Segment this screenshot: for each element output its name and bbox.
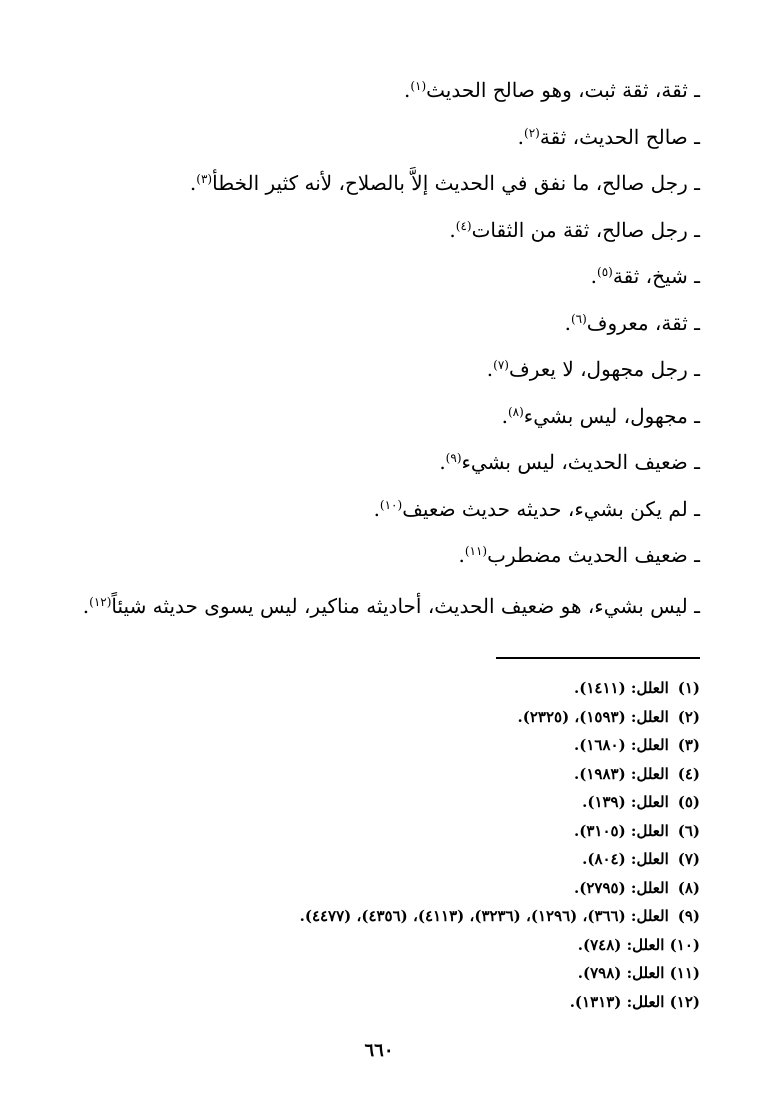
entry-text: ـ صالح الحديث، ثقة xyxy=(539,124,700,149)
footnote-text: العلل: (١٥٩٣)، (٢٣٢٥). xyxy=(517,707,669,726)
entry-text: ـ لم يكن بشيء، حديثه حديث ضعيف xyxy=(402,496,700,521)
footnote-text: العلل: (٣٦٦)، (١٢٩٦)، (٣٢٣٦)، (٤١١٣)، (٤٣٥٦)، (٤٤٧٧). xyxy=(299,907,669,925)
footnote-ref[interactable]: (٦) xyxy=(570,311,587,326)
footnote-ref[interactable]: (١) xyxy=(410,79,427,93)
footnote xyxy=(58,817,700,846)
footnote-number: (٦) xyxy=(677,821,700,840)
list-item xyxy=(58,543,700,567)
footnote xyxy=(58,874,700,903)
page-number: ٦٦٠ xyxy=(364,1040,394,1061)
footnote-text: العلل: (١٣١٣). xyxy=(569,992,665,1011)
entry-text: ـ ثقة، معروف xyxy=(586,310,700,335)
footnote-number: (٨) xyxy=(677,878,700,897)
footnote-number: (٩) xyxy=(677,907,700,925)
entry-text: ـ ليس بشيء، هو ضعيف الحديث، أحاديثه مناكير، ليس يسوى حديثه شيئاً xyxy=(111,593,700,618)
list-item xyxy=(58,171,700,195)
entry-text: ـ رجل مجهول، لا يعرف xyxy=(508,357,700,381)
footnote-text: العلل: (٨٠٤). xyxy=(582,850,669,868)
entry-text: ـ ضعيف الحديث مضطرب xyxy=(487,543,700,567)
footnote-number: (٤) xyxy=(677,764,700,783)
footnote-number: (١١) xyxy=(669,964,700,982)
list-item xyxy=(58,311,700,335)
footnote-ref[interactable]: (٣) xyxy=(196,172,213,186)
entry-end: . xyxy=(449,217,456,242)
footnote-text: العلل: (٧٩٨). xyxy=(577,964,665,982)
entry-end: . xyxy=(590,264,598,288)
footnote-text: العلل: (٧٤٨). xyxy=(577,935,665,954)
footnote-number: (٥) xyxy=(677,793,700,811)
footnote-text: العلل: (١٤١١). xyxy=(574,679,669,697)
footnote xyxy=(58,988,700,1017)
entry-text: ـ ثقة، ثقة ثبت، وهو صالح الحديث xyxy=(426,78,700,102)
entry-end: . xyxy=(564,310,571,335)
list-item xyxy=(58,125,700,149)
footnote-ref[interactable]: (٧) xyxy=(493,358,509,372)
list-item xyxy=(58,590,700,622)
entry-text: ـ شيخ، ثقة xyxy=(612,264,700,288)
entry-end: . xyxy=(82,593,90,618)
main-text xyxy=(58,78,700,644)
footnote-ref[interactable]: (٤) xyxy=(455,218,472,233)
footnote xyxy=(58,703,700,732)
list-item xyxy=(58,78,700,102)
list-item xyxy=(58,450,700,474)
footnote-ref[interactable]: (١٠) xyxy=(379,497,403,512)
entry-end: . xyxy=(501,403,508,428)
entry-end: . xyxy=(189,171,197,195)
footnote-number: (٣) xyxy=(677,736,700,754)
entry-text: ـ مجهول، ليس بشيء xyxy=(523,403,700,428)
footnote xyxy=(58,931,700,960)
footnote xyxy=(58,845,700,874)
footnote-ref[interactable]: (١١) xyxy=(464,544,488,558)
footnote xyxy=(58,902,700,931)
footnote xyxy=(58,760,700,789)
footnote-number: (١٢) xyxy=(669,992,700,1011)
entry-end: . xyxy=(486,357,494,381)
list-item xyxy=(58,264,700,288)
entry-text: ـ رجل صالح، ما نفق في الحديث إلاَّ بالصلاح، لأنه كثير الخطأ xyxy=(212,171,700,195)
footnote-ref[interactable]: (١٢) xyxy=(89,594,112,609)
list-item xyxy=(58,357,700,381)
footnote xyxy=(58,788,700,817)
footnotes xyxy=(58,674,700,1016)
entry-end: . xyxy=(403,78,411,102)
list-item xyxy=(58,404,700,428)
footnote xyxy=(58,731,700,760)
footnote-number: (١) xyxy=(677,679,700,697)
footnote-number: (١٠) xyxy=(669,935,700,954)
footnote-separator xyxy=(496,657,700,659)
footnote-text: العلل: (٢٧٩٥). xyxy=(574,878,669,897)
footnote-number: (٢) xyxy=(677,707,700,726)
footnote-text: العلل: (١٩٨٣). xyxy=(574,764,669,783)
entry-end: . xyxy=(458,543,465,567)
footnote-ref[interactable]: (٨) xyxy=(507,404,524,419)
footnote-ref[interactable]: (٥) xyxy=(597,265,613,279)
list-item xyxy=(58,497,700,521)
footnote xyxy=(58,959,700,988)
entry-end: . xyxy=(517,124,525,149)
footnote-text: العلل: (١٣٩). xyxy=(582,793,669,811)
footnote-text: العلل: (٣١٠٥). xyxy=(574,821,669,840)
footnote-ref[interactable]: (٢) xyxy=(524,125,540,140)
list-item xyxy=(58,218,700,242)
footnote xyxy=(58,674,700,703)
footnote-number: (٧) xyxy=(677,850,700,868)
entry-text: ـ رجل صالح، ثقة من الثقات xyxy=(471,217,700,242)
entry-end: . xyxy=(439,450,446,474)
entry-end: . xyxy=(373,496,380,521)
footnote-ref[interactable]: (٩) xyxy=(445,451,462,465)
entry-text: ـ ضعيف الحديث، ليس بشيء xyxy=(461,450,700,474)
footnote-text: العلل: (١٦٨٠). xyxy=(574,736,669,754)
